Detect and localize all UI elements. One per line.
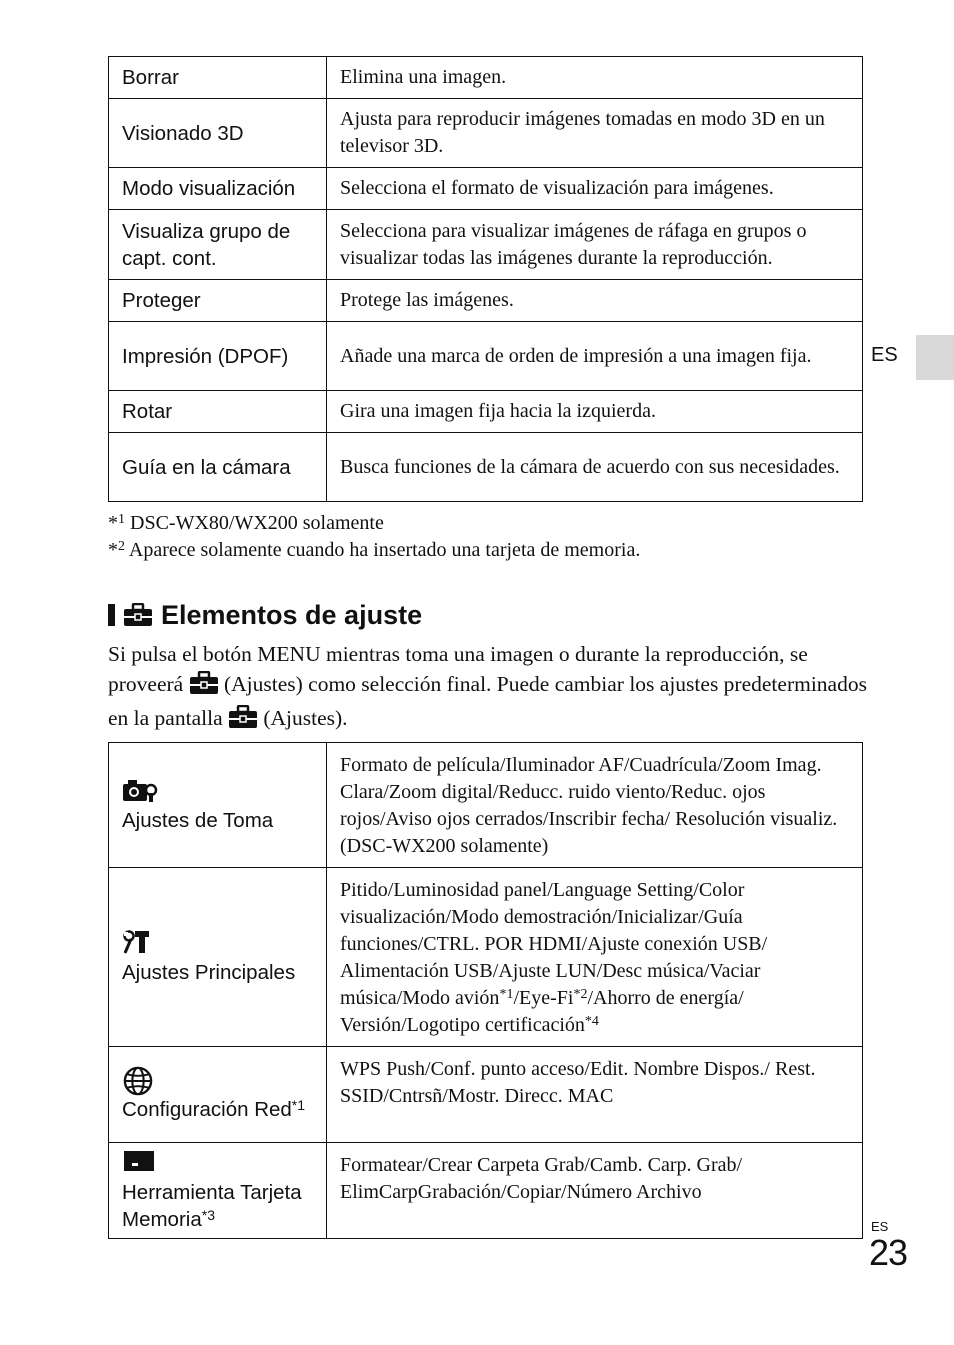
function-name-cell: Proteger <box>109 280 327 322</box>
page-number: 23 <box>869 1232 908 1273</box>
settings-table <box>108 742 863 1239</box>
description-cell: Pitido/Luminosidad panel/Language Setting/Color visualización/Modo demostración/Inicializar/Guía funciones/CTRL. POR HDMI/Ajuste conexión USB/ Alimentación USB/Ajuste LUN/Desc música/Vaciar música/Modo avión$^{*1}$/Eye-Fi$^{*2}$/Ahorro de energía/ Versión/Logotipo certificación$^{*4}$ <box>327 868 863 1047</box>
function-description-cell: Selecciona para visualizar imágenes de ráfaga en grupos o visualizar todas las imágenes durante la reproducción. <box>327 210 863 280</box>
table-row <box>109 433 863 502</box>
camera-settings-icon <box>122 777 314 805</box>
function-description-cell: Selecciona el formato de visualización para imágenes. <box>327 168 863 210</box>
heading-bar <box>108 604 115 626</box>
tools-icon <box>122 929 314 957</box>
side-tab-label: ES <box>871 344 898 366</box>
footnotes <box>108 510 640 564</box>
function-description-cell: Ajusta para reproducir imágenes tomadas en modo 3D en un televisor 3D. <box>327 99 863 168</box>
toolbox-icon <box>123 603 153 627</box>
table-row <box>109 168 863 210</box>
section-heading <box>108 598 422 632</box>
side-tab <box>916 335 954 380</box>
function-description-cell: Añade una marca de orden de impresión a una imagen fija. <box>327 322 863 391</box>
function-description-cell: Elimina una imagen. <box>327 57 863 99</box>
category-cell: Ajustes de Toma <box>109 743 327 868</box>
playback-functions-table <box>108 56 863 502</box>
table-row <box>109 57 863 99</box>
category-cell: Configuración Red$^{*1}$ <box>109 1047 327 1143</box>
description-cell: Formato de película/Iluminador AF/Cuadrícula/Zoom Imag. Clara/Zoom digital/Reducc. ruido viento/Reduc. ojos rojos/Aviso ojos cerrados/Inscribir fecha/ Resolución visualiz. (DSC-WX200 solamente) <box>327 743 863 868</box>
function-name-cell: Impresión (DPOF) <box>109 322 327 391</box>
function-name-cell: Rotar <box>109 391 327 433</box>
footnote-2: *$^2$ Aparece solamente cuando ha insertado una tarjeta de memoria. <box>108 539 641 561</box>
function-name-cell: Visualiza grupo de capt. cont. <box>109 210 327 280</box>
table-row <box>109 280 863 322</box>
category-cell: Ajustes Principales <box>109 868 327 1047</box>
function-description-cell: Gira una imagen fija hacia la izquierda. <box>327 391 863 433</box>
function-name-cell: Visionado 3D <box>109 99 327 168</box>
toolbox-icon <box>189 671 219 703</box>
function-description-cell: Busca funciones de la cámara de acuerdo con sus necesidades. <box>327 433 863 502</box>
function-description-cell: Protege las imágenes. <box>327 280 863 322</box>
table-row <box>109 210 863 280</box>
description-cell: Formatear/Crear Carpeta Grab/Camb. Carp. Grab/ ElimCarpGrabación/Copiar/Número Archivo <box>327 1143 863 1239</box>
memory-card-icon <box>122 1149 314 1177</box>
toolbox-icon <box>228 705 258 737</box>
section-title: Elementos de ajuste <box>161 599 423 630</box>
table-row <box>109 868 863 1047</box>
description-cell: WPS Push/Conf. punto acceso/Edit. Nombre Dispos./ Rest. SSID/Cntrsñ/Mostr. Direcc. MAC <box>327 1047 863 1143</box>
globe-icon <box>122 1066 314 1094</box>
function-name-cell: Borrar <box>109 57 327 99</box>
function-name-cell: Guía en la cámara <box>109 433 327 502</box>
table-row <box>109 1143 863 1239</box>
table-row <box>109 1047 863 1143</box>
page-language: ES <box>871 1219 889 1234</box>
table-row <box>109 391 863 433</box>
footnote-1: *$^1$ DSC-WX80/WX200 solamente <box>108 512 384 534</box>
function-name-cell: Modo visualización <box>109 168 327 210</box>
category-cell: Herramienta Tarjeta Memoria$^{*3}$ <box>109 1143 327 1239</box>
table-row <box>109 743 863 868</box>
intro-paragraph: Si pulsa el botón MENU mientras toma una imagen o durante la reproducción, se proveerá (Ajustes) como selección final. Puede cambiar los ajustes predeterminados en la pantalla (Ajustes). <box>108 639 868 737</box>
table-row <box>109 322 863 391</box>
table-row <box>109 99 863 168</box>
